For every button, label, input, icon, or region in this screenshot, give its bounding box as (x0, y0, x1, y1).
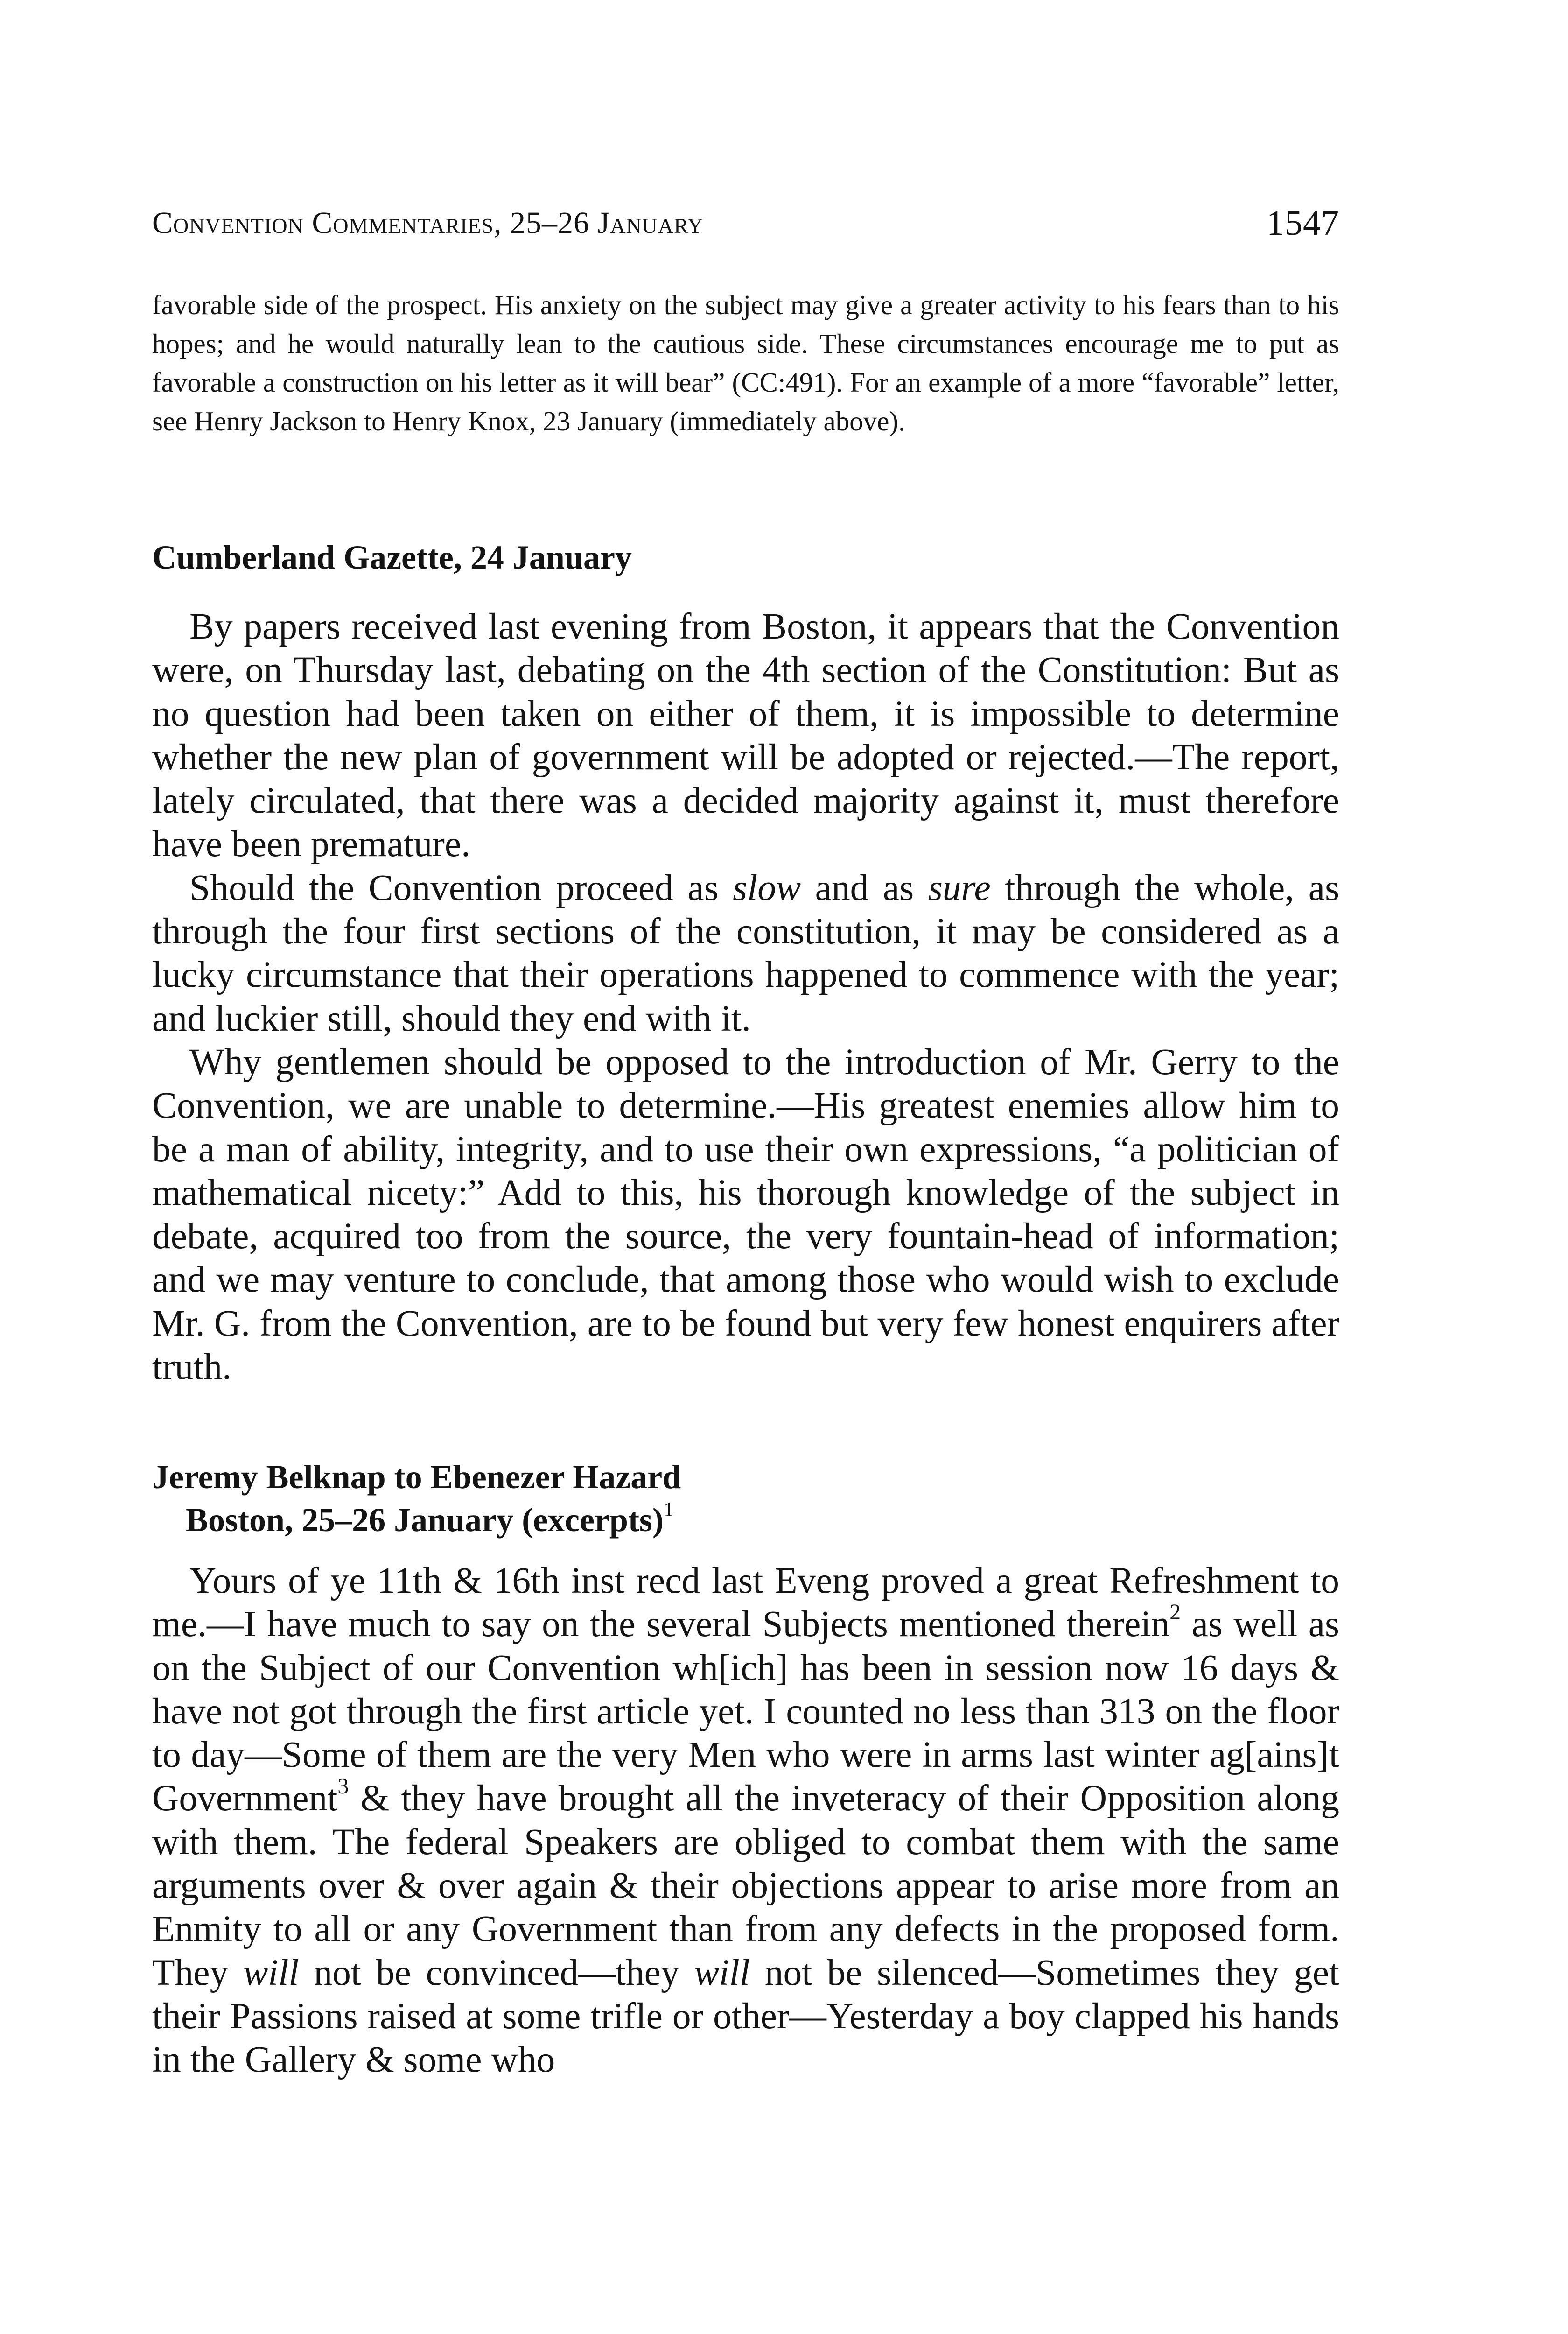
heading-line: Jeremy Belknap to Ebenezer Hazard (152, 1458, 681, 1496)
footnote-marker: 3 (337, 1774, 349, 1799)
running-head-title: Convention Commentaries, 25–26 January (152, 206, 704, 240)
italic-text: slow (733, 867, 801, 908)
paragraph: Should the Convention proceed as slow and as sure through the whole, as through the four first sections of the constitution, it may be considered as a lucky circumstance that their operations happened to commence with the year; and luckier still, should they end with it. (152, 867, 1340, 1039)
paragraph: Yours of ye 11th & 16th inst recd last Eveng proved a great Refreshment to me.—I have much to say on the several Subjects mentioned therein$^2$ as well as on the Subject of our Convention wh[ich] has been in session now 16 days & have not got through the first article yet. I counted no less than 313 on the floor to day—Some of them are the very Men who were in arms last winter ag[ains]t Government$^3$ & they have brought all the inveteracy of their Opposition along with them. The federal Speakers are obliged to combat them with the same arguments over & over again & their objections appear to arise more from an Enmity to all or any Government than from any defects in the proposed form. They will not be convinced—they will not be silenced—Sometimes they get their Passions raised at some trifle or other—Yesterday a boy clapped his hands in the Gallery & some who (152, 1560, 1339, 2081)
footnote-continuation: favorable side of the prospect. His anxiety on the subject may give a greater activity to his fears than to his hopes; and he would naturally lean to the cautious side. These circumstances encourage me to put as favorable a construction on his letter as it will bear” (CC:491). For an example of a more “favorable” letter, see Henry Jackson to Henry Knox, 23 January (immediately above). (152, 289, 1339, 436)
paragraph: By papers received last evening from Boston, it appears that the Convention were, on Thursday last, debating on the 4th section of the Constitution: But as no question had been taken on either of them, it is impossible to determine whether the new plan of government will be adopted or rejected.—The report, lately circulated, that there was a decided majority against it, must therefore have been premature. (152, 606, 1339, 865)
section-heading-belknap (152, 1455, 681, 1541)
paragraph: Why gentlemen should be opposed to the introduction of Mr. Gerry to the Convention, we are unable to determine.—His greatest enemies allow him to be a man of ability, integrity, and to use their own expressions, “a politician of mathematical nicety:” Add to this, his thorough knowledge of the subject in debate, acquired too from the source, the very fountain-head of information; and we may venture to conclude, that among those who would wish to exclude Mr. G. from the Convention, are to be found but very few honest enquirers after truth. (152, 1041, 1339, 1388)
section-heading-cumberland: Cumberland Gazette, 24 January (152, 539, 632, 576)
italic-text: will (694, 1952, 750, 1993)
belknap-letter-text (152, 1559, 1339, 2082)
running-head (152, 195, 1339, 251)
cumberland-gazette-text (152, 605, 1339, 1389)
italic-text: sure (928, 867, 991, 908)
footnote-marker: 2 (1169, 1600, 1181, 1625)
italic-text: will (243, 1952, 299, 1993)
footnote-marker: 1 (663, 1498, 674, 1521)
heading-subline: Boston, 25–26 January (excerpts)$^1$ (186, 1498, 674, 1539)
page-number: 1547 (1267, 204, 1339, 243)
